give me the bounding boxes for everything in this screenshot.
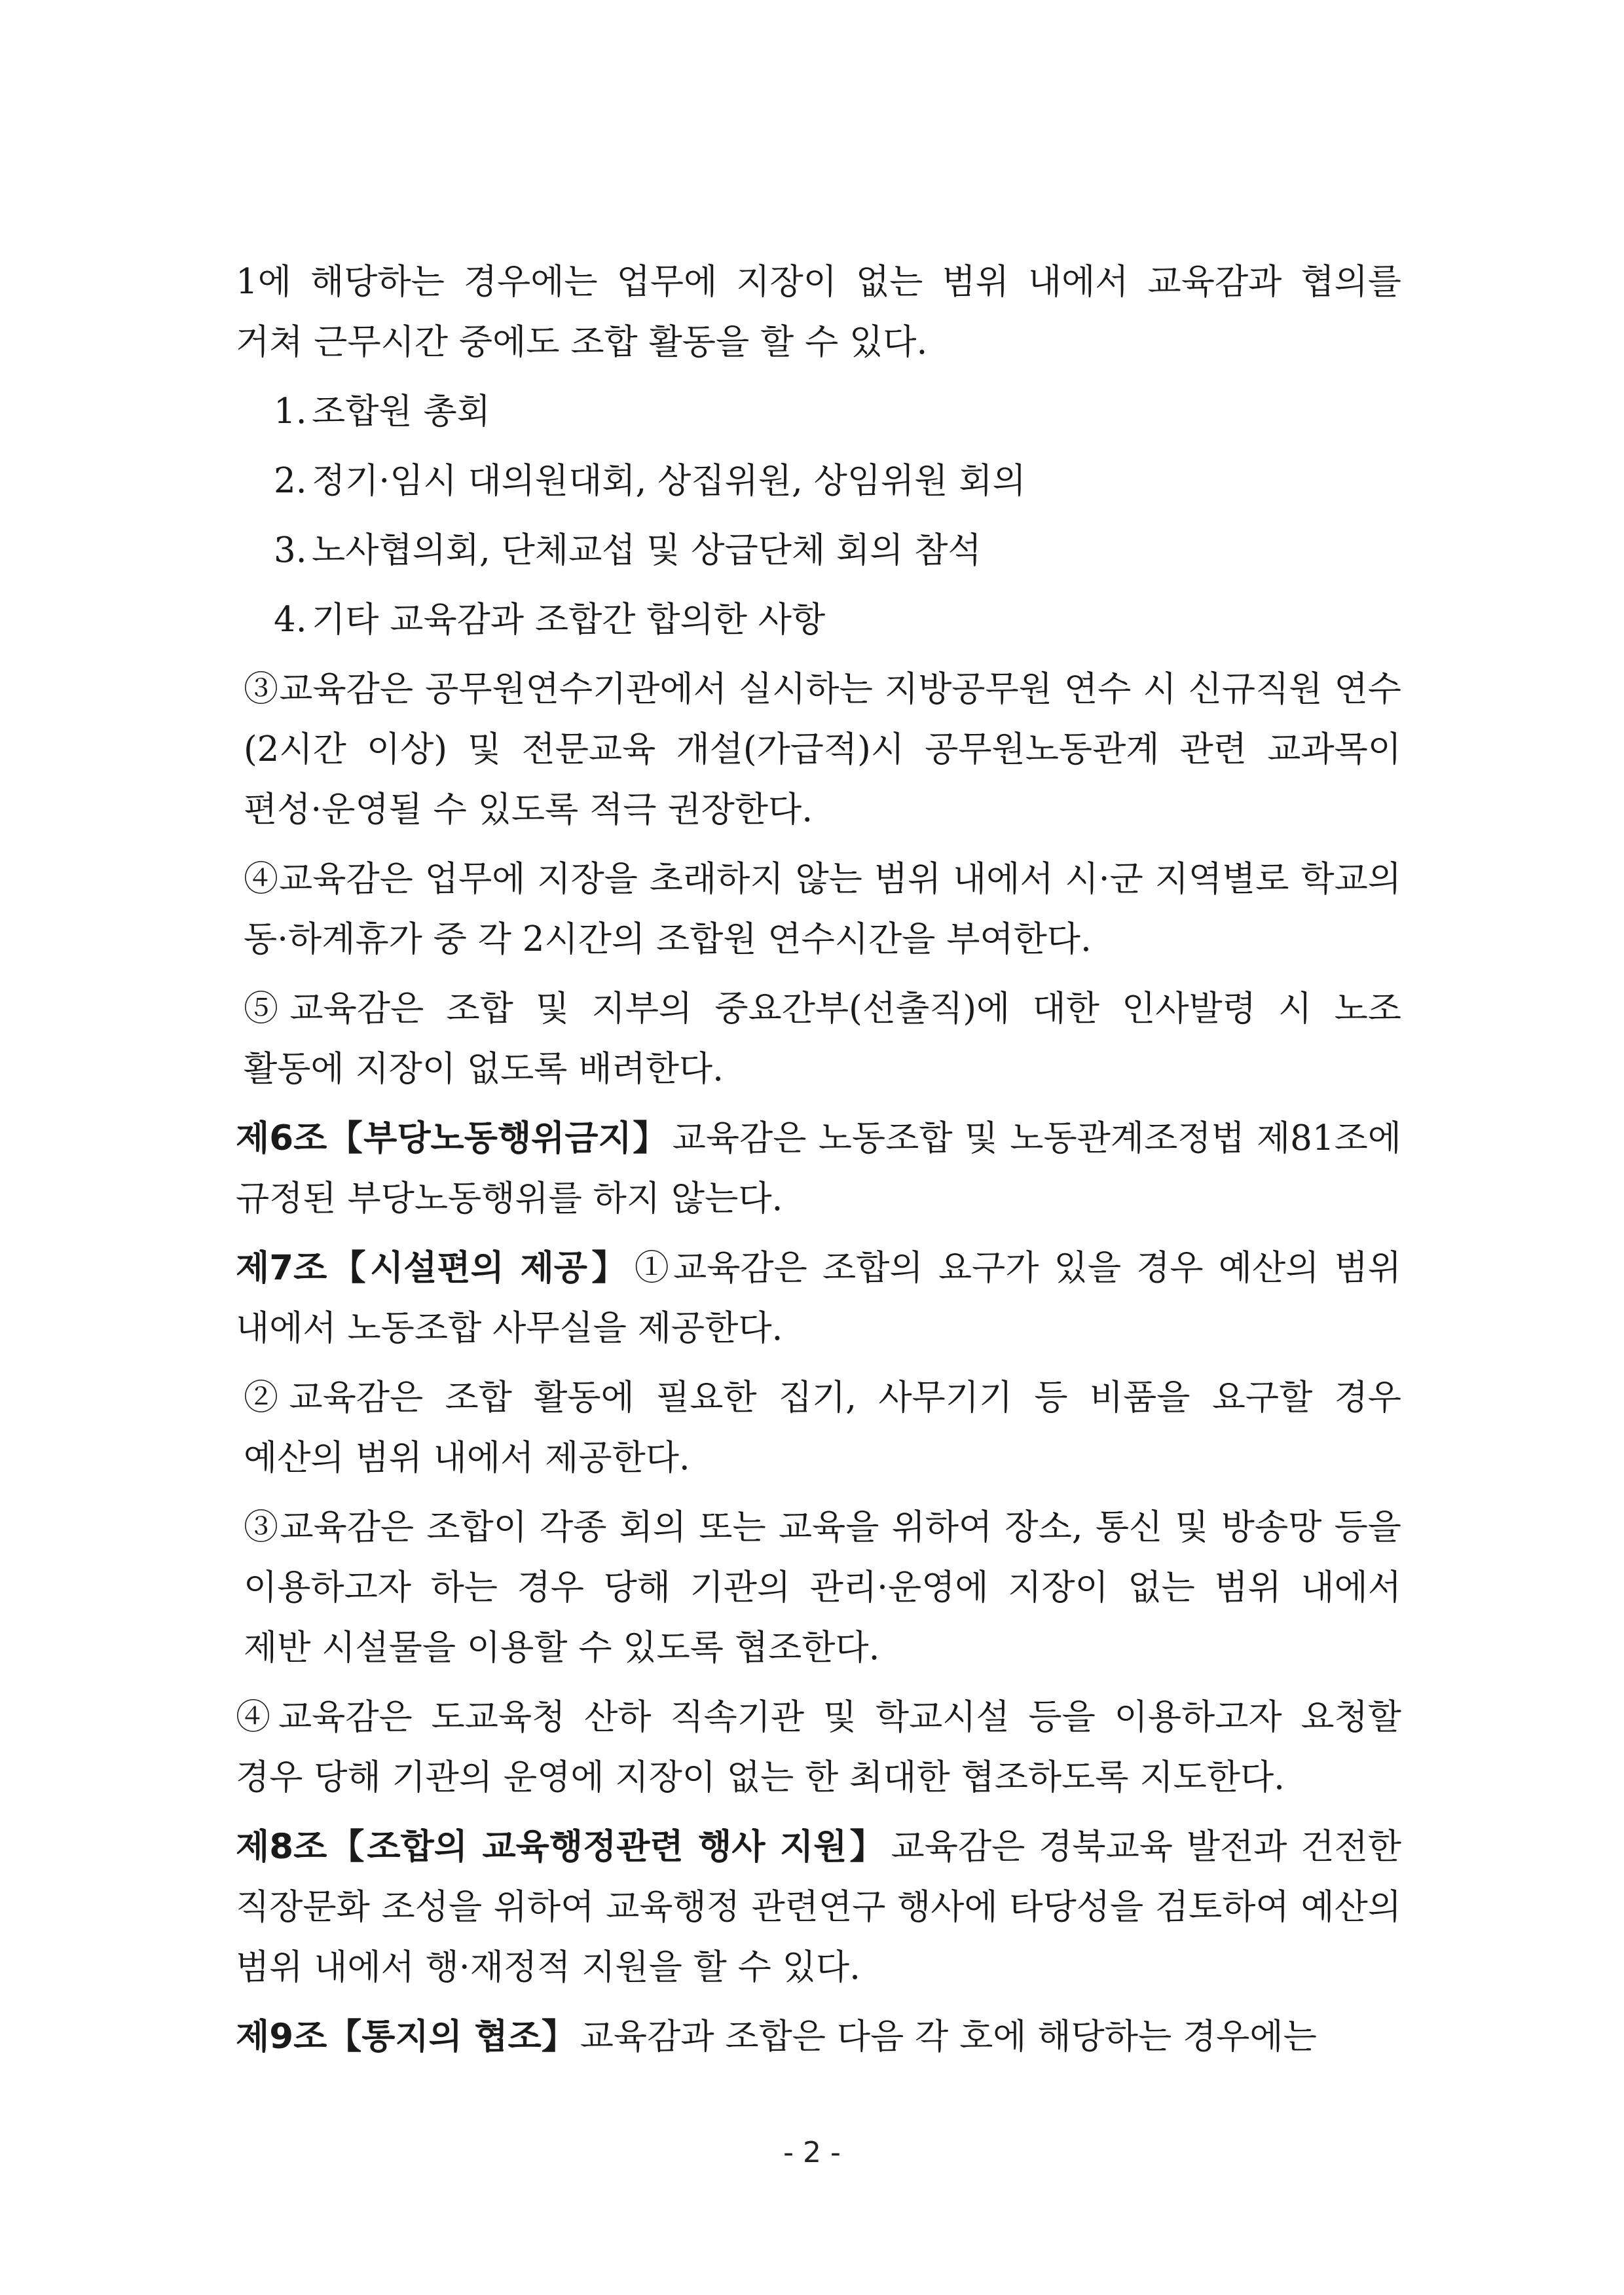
article-7-clause-2: ②교육감은 조합 활동에 필요한 집기, 사무기기 등 비품을 요구할 경우 예산의 범위 내에서 제공한다.: [244, 1378, 1401, 1478]
article-7: [236, 1238, 1401, 1359]
list-item: [236, 521, 1401, 581]
clause-4-training-hours: ④교육감은 업무에 지장을 초래하지 않는 범위 내에서 시·군 지역별로 학교의 동·하계휴가 중 각 2시간의 조합원 연수시간을 부여한다.: [244, 859, 1401, 959]
clause-5-personnel: ⑤교육감은 조합 및 지부의 중요간부(선출직)에 대한 인사발령 시 노조 활동에 지장이 없도록 배려한다.: [244, 989, 1401, 1089]
clause-3-training: ③교육감은 공무원연수기관에서 실시하는 지방공무원 연수 시 신규직원 연수(2시간 이상) 및 전문교육 개설(가급적)시 공무원노동관계 관련 교과목이 편성·운영될 수 있도록 적극 권장한다.: [244, 669, 1401, 830]
list-item-number: 4.: [274, 600, 307, 640]
list-item: [236, 382, 1401, 442]
article-8-number: 제8조: [236, 1827, 327, 1867]
list-item-text: 기타 교육감과 조합간 합의한 사항: [312, 600, 826, 640]
list-item-number: 3.: [274, 530, 307, 570]
article-7-clause-4: ④교육감은 도교육청 산하 직속기관 및 학교시설 등을 이용하고자 요청할 경우 당해 기관의 운영에 지장이 없는 한 최대한 협조하도록 지도한다.: [236, 1697, 1401, 1797]
list-item: [236, 451, 1401, 511]
list-item-number: 2.: [274, 461, 307, 501]
page-number: - 2 -: [783, 2136, 841, 2169]
article-9-title: 【통지의 협조】: [327, 2017, 576, 2057]
article-8-title: 【조합의 교육행정관련 행사 지원】: [327, 1827, 887, 1867]
article-8-text: 교육감은 경북교육 발전과 건전한 직장문화 조성을 위하여 교육행정 관련연구 행사에 타당성을 검토하여 예산의 범위 내에서 행·재정적 지원을 할 수 있다.: [236, 1827, 1401, 1987]
article-8: [236, 1817, 1401, 1998]
article-6-text: 교육감은 노동조합 및 노동관계조정법 제81조에 규정된 부당노동행위를 하지 않는다.: [236, 1118, 1401, 1219]
meeting-list: [236, 382, 1401, 650]
article-7-number: 제7조: [236, 1248, 327, 1288]
continued-paragraph: 1에 해당하는 경우에는 업무에 지장이 없는 범위 내에서 교육감과 협의를 거쳐 근무시간 중에도 조합 활동을 할 수 있다.: [236, 262, 1401, 362]
list-item: [236, 590, 1401, 650]
list-item-text: 노사협의회, 단체교섭 및 상급단체 회의 참석: [312, 530, 982, 570]
article-7-text: ①교육감은 조합의 요구가 있을 경우 예산의 범위 내에서 노동조합 사무실을 제공한다.: [236, 1248, 1401, 1348]
list-item-number: 1.: [274, 392, 307, 431]
article-6-number: 제6조: [236, 1118, 327, 1158]
article-6: [236, 1109, 1401, 1229]
article-9: [236, 2007, 1401, 2067]
article-7-clause-3: ③교육감은 조합이 각종 회의 또는 교육을 위하여 장소, 통신 및 방송망 등을 이용하고자 하는 경우 당해 기관의 관리·운영에 지장이 없는 범위 내에서 제반 시설물을 이용할 수 있도록 협조한다.: [244, 1507, 1401, 1668]
list-item-text: 조합원 총회: [312, 392, 490, 431]
article-7-title: 【시설편의 제공】: [327, 1248, 631, 1288]
document-body: [236, 252, 1401, 2076]
article-9-number: 제9조: [236, 2017, 327, 2057]
list-item-text: 정기·임시 대의원대회, 상집위원, 상임위원 회의: [312, 461, 1026, 501]
article-9-text: 교육감과 조합은 다음 각 호에 해당하는 경우에는: [580, 2017, 1317, 2057]
article-6-title: 【부당노동행위금지】: [327, 1118, 669, 1158]
